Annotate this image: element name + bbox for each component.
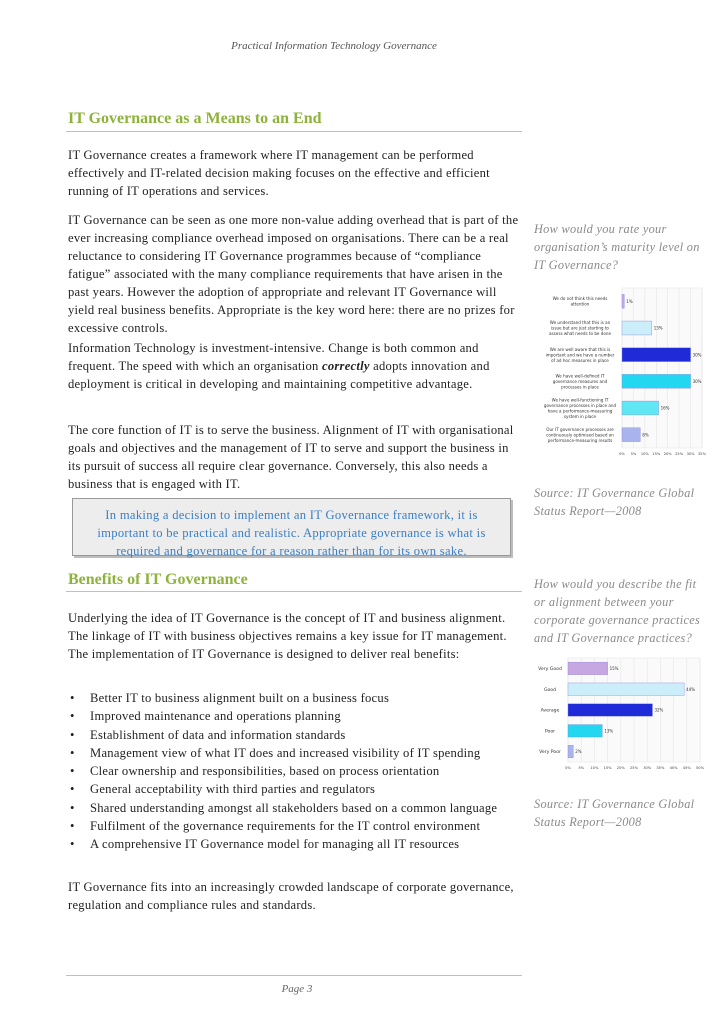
bar: [568, 725, 602, 737]
category-label-line: governance measures and: [552, 378, 608, 384]
category-label: [553, 296, 608, 307]
x-tick-label: 35%: [656, 766, 665, 770]
category-label: [538, 666, 562, 672]
category-label-line: Very Good: [538, 667, 562, 672]
value-label: 16%: [660, 405, 670, 411]
sidebar-source-2: Source: IT Governance Global Status Report—2008: [534, 797, 695, 829]
bar: [622, 428, 640, 442]
paragraph-overhead: [68, 211, 520, 337]
category-label-line: We have well-defined IT: [555, 373, 605, 379]
category-label-line: continuously optimised based on: [546, 432, 614, 438]
category-label-line: We are well aware that this is: [549, 346, 611, 352]
bar: [622, 348, 691, 362]
benefit-text: Better IT to business alignment built on a business focus: [90, 691, 390, 705]
x-tick-label: 25%: [675, 452, 684, 456]
benefit-text: Improved maintenance and operations planning: [90, 709, 341, 724]
x-tick-label: 5%: [578, 766, 585, 770]
benefits-list: [68, 689, 520, 854]
value-label: 13%: [653, 325, 663, 331]
plot-area: [622, 288, 702, 448]
x-tick-label: 5%: [630, 452, 637, 456]
maturity-chart: [528, 284, 708, 458]
bar: [622, 374, 691, 388]
x-tick-label: 0%: [619, 452, 625, 456]
heading-rule: [66, 591, 522, 592]
paragraph-text: The core function of IT is to serve the business. Alignment of IT with organisational goals and objectives and the management of IT to serve and support the business in its pursuit of success all require clear governance. Conversely, this also needs a business that is engaged with IT.: [68, 423, 514, 491]
category-label-line: Average: [540, 708, 560, 714]
category-label-line: We have well-functioning IT: [551, 397, 609, 403]
category-label: [539, 749, 561, 755]
bullet-icon: •: [70, 800, 75, 815]
callout-text: In making a decision to implement an IT Governance framework, it is important to be practical and realistic. Appropriate governance is what is required and governance for a reason rather than for its own sake.: [97, 508, 486, 558]
x-tick-label: 35%: [698, 452, 706, 456]
category-label-line: of ad hoc measures in place: [551, 357, 609, 363]
bar: [622, 401, 659, 415]
benefit-text: Shared understanding amongst all stakeholders based on a common language: [90, 800, 498, 815]
benefit-text: General acceptability with third parties and regulators: [90, 782, 376, 797]
bullet-icon: •: [70, 764, 75, 779]
benefit-item: [68, 817, 520, 835]
category-label-line: We understand that this is an: [549, 320, 611, 326]
bullet-icon: •: [70, 691, 75, 705]
category-label: [545, 728, 555, 734]
category-label: [544, 397, 617, 419]
x-tick-label: 50%: [696, 766, 704, 770]
benefit-text: Clear ownership and responsibilities, based on process orientation: [90, 764, 440, 779]
benefit-text: Establishment of data and information standards: [90, 727, 346, 742]
category-label-line: performance-measuring results: [547, 437, 613, 443]
category-label: [546, 427, 614, 443]
paragraph-text: IT Governance creates a framework where IT management can be performed effectively and IT-related decision making focuses on the effective and efficient running of IT operations and services.: [68, 148, 490, 198]
text-run: Information Technology is investment-intensive. Change is both common and frequent. The speed with which an organisation: [68, 341, 479, 373]
value-label: 44%: [686, 686, 696, 692]
bullet-icon: •: [70, 837, 75, 852]
bar: [568, 704, 652, 716]
value-label: 30%: [692, 378, 702, 384]
category-label-line: assess what needs to be done: [549, 331, 611, 337]
category-label: [549, 320, 611, 336]
section-heading-means-to-end: IT Governance as a Means to an End: [68, 110, 322, 127]
value-label: 13%: [604, 728, 614, 734]
category-label-line: Very Poor: [539, 750, 561, 756]
paragraph-core-function: [68, 421, 520, 493]
x-tick-label: 0%: [565, 766, 571, 770]
x-tick-label: 20%: [663, 452, 672, 456]
x-tick-label: 20%: [616, 766, 625, 770]
category-label: [541, 708, 560, 714]
bullet-icon: •: [70, 727, 75, 742]
value-label: 1%: [626, 298, 633, 304]
value-label: 30%: [692, 352, 702, 358]
category-label-line: We do not think this needs: [552, 296, 608, 302]
bar: [622, 321, 652, 335]
paragraph-text: IT Governance fits into an increasingly crowded landscape of corporate governance, regulation and compliance rules and standards.: [68, 880, 514, 912]
bullet-icon: •: [70, 709, 75, 724]
footer-rule: [66, 975, 522, 976]
x-tick-label: 10%: [640, 452, 649, 456]
bar: [568, 683, 684, 695]
x-tick-label: 10%: [590, 766, 599, 770]
x-tick-label: 15%: [652, 452, 661, 456]
x-tick-label: 25%: [630, 766, 638, 770]
benefit-item: [68, 835, 520, 853]
running-header: Practical Information Technology Governance: [231, 40, 437, 52]
category-label: [544, 687, 556, 693]
benefit-item: [68, 689, 520, 707]
paragraph-text: [68, 339, 520, 393]
value-label: 8%: [642, 432, 649, 438]
benefit-item: [68, 762, 520, 780]
paragraph-text: IT Governance can be seen as one more non-value adding overhead that is part of the ever increasing compliance overhead imposed on organisations. There can be a real reluctance to considering IT Governance programmes because of “compliance fatigue” associated with the many compliance requirements that have arisen in the past years. However the adoption of appropriate and relevant IT Governance will yield real business benefits. Appropriate is the key word here: there are no prizes for excessive controls.: [68, 213, 519, 335]
page-number: Page 3: [281, 983, 313, 995]
benefit-item: [68, 726, 520, 744]
category-label-line: governance processes in place and: [543, 402, 617, 408]
category-label-line: have a performance-measuring: [547, 408, 613, 414]
callout-box: [72, 498, 511, 556]
value-label: 15%: [609, 666, 619, 671]
sidebar-source-1: Source: IT Governance Global Status Report—2008: [534, 486, 695, 518]
bar: [568, 662, 608, 674]
bullet-icon: •: [70, 819, 75, 834]
value-label: 32%: [654, 707, 664, 713]
benefit-item: [68, 780, 520, 798]
bar: [568, 745, 573, 757]
category-label-line: Our IT governance processes are: [546, 426, 614, 432]
emphasis-correctly: correctly: [322, 359, 370, 373]
category-label: [553, 373, 608, 389]
category-label-line: system in place: [563, 413, 597, 419]
x-tick-label: 30%: [643, 766, 652, 770]
paragraph-investment: [68, 339, 520, 393]
x-tick-label: 30%: [686, 452, 695, 456]
sidebar-question-maturity: How would you rate your organisation’s maturity level on IT Governance?: [534, 222, 700, 272]
benefit-item: [68, 707, 520, 725]
benefit-text: A comprehensive IT Governance model for managing all IT resources: [90, 837, 460, 852]
section-heading-benefits: Benefits of IT Governance: [68, 571, 248, 588]
paragraph-benefits-intro: [68, 609, 520, 663]
value-label: 2%: [575, 749, 582, 755]
category-label-line: processes in place: [561, 384, 599, 390]
bullet-icon: •: [70, 782, 75, 797]
benefit-text: Fulfilment of the governance requirements for the IT control environment: [90, 819, 481, 834]
heading-rule: [66, 131, 522, 132]
category-label-line: Poor: [544, 729, 556, 735]
benefit-text: Management view of what IT does and increased visibility of IT spending: [90, 745, 481, 760]
benefit-item: [68, 744, 520, 762]
benefit-item: [68, 799, 520, 817]
x-tick-label: 15%: [603, 766, 612, 770]
text-run: adopts innovation and deployment is critical in developing and maintaining competitive advantage.: [68, 359, 490, 391]
category-label-line: issue but are just starting to: [551, 325, 609, 331]
category-label: [546, 347, 615, 363]
sidebar-question-alignment: How would you describe the fit or alignment between your corporate governance practices and IT Governance practices?: [534, 577, 701, 645]
bar: [622, 294, 624, 308]
category-label-line: attention: [570, 301, 590, 307]
x-tick-label: 40%: [669, 766, 678, 770]
paragraph-intro: [68, 146, 520, 200]
alignment-chart: [528, 656, 708, 774]
bullet-icon: •: [70, 745, 75, 760]
category-label-line: Good: [543, 687, 557, 693]
x-tick-label: 45%: [682, 766, 691, 770]
paragraph-closing: [68, 878, 520, 914]
paragraph-text: Underlying the idea of IT Governance is the concept of IT and business alignment. The linkage of IT with business objectives remains a key issue for IT management. The implementation of IT Governance is designed to deliver real benefits:: [68, 611, 507, 661]
category-label-line: important and we have a number: [545, 352, 615, 358]
